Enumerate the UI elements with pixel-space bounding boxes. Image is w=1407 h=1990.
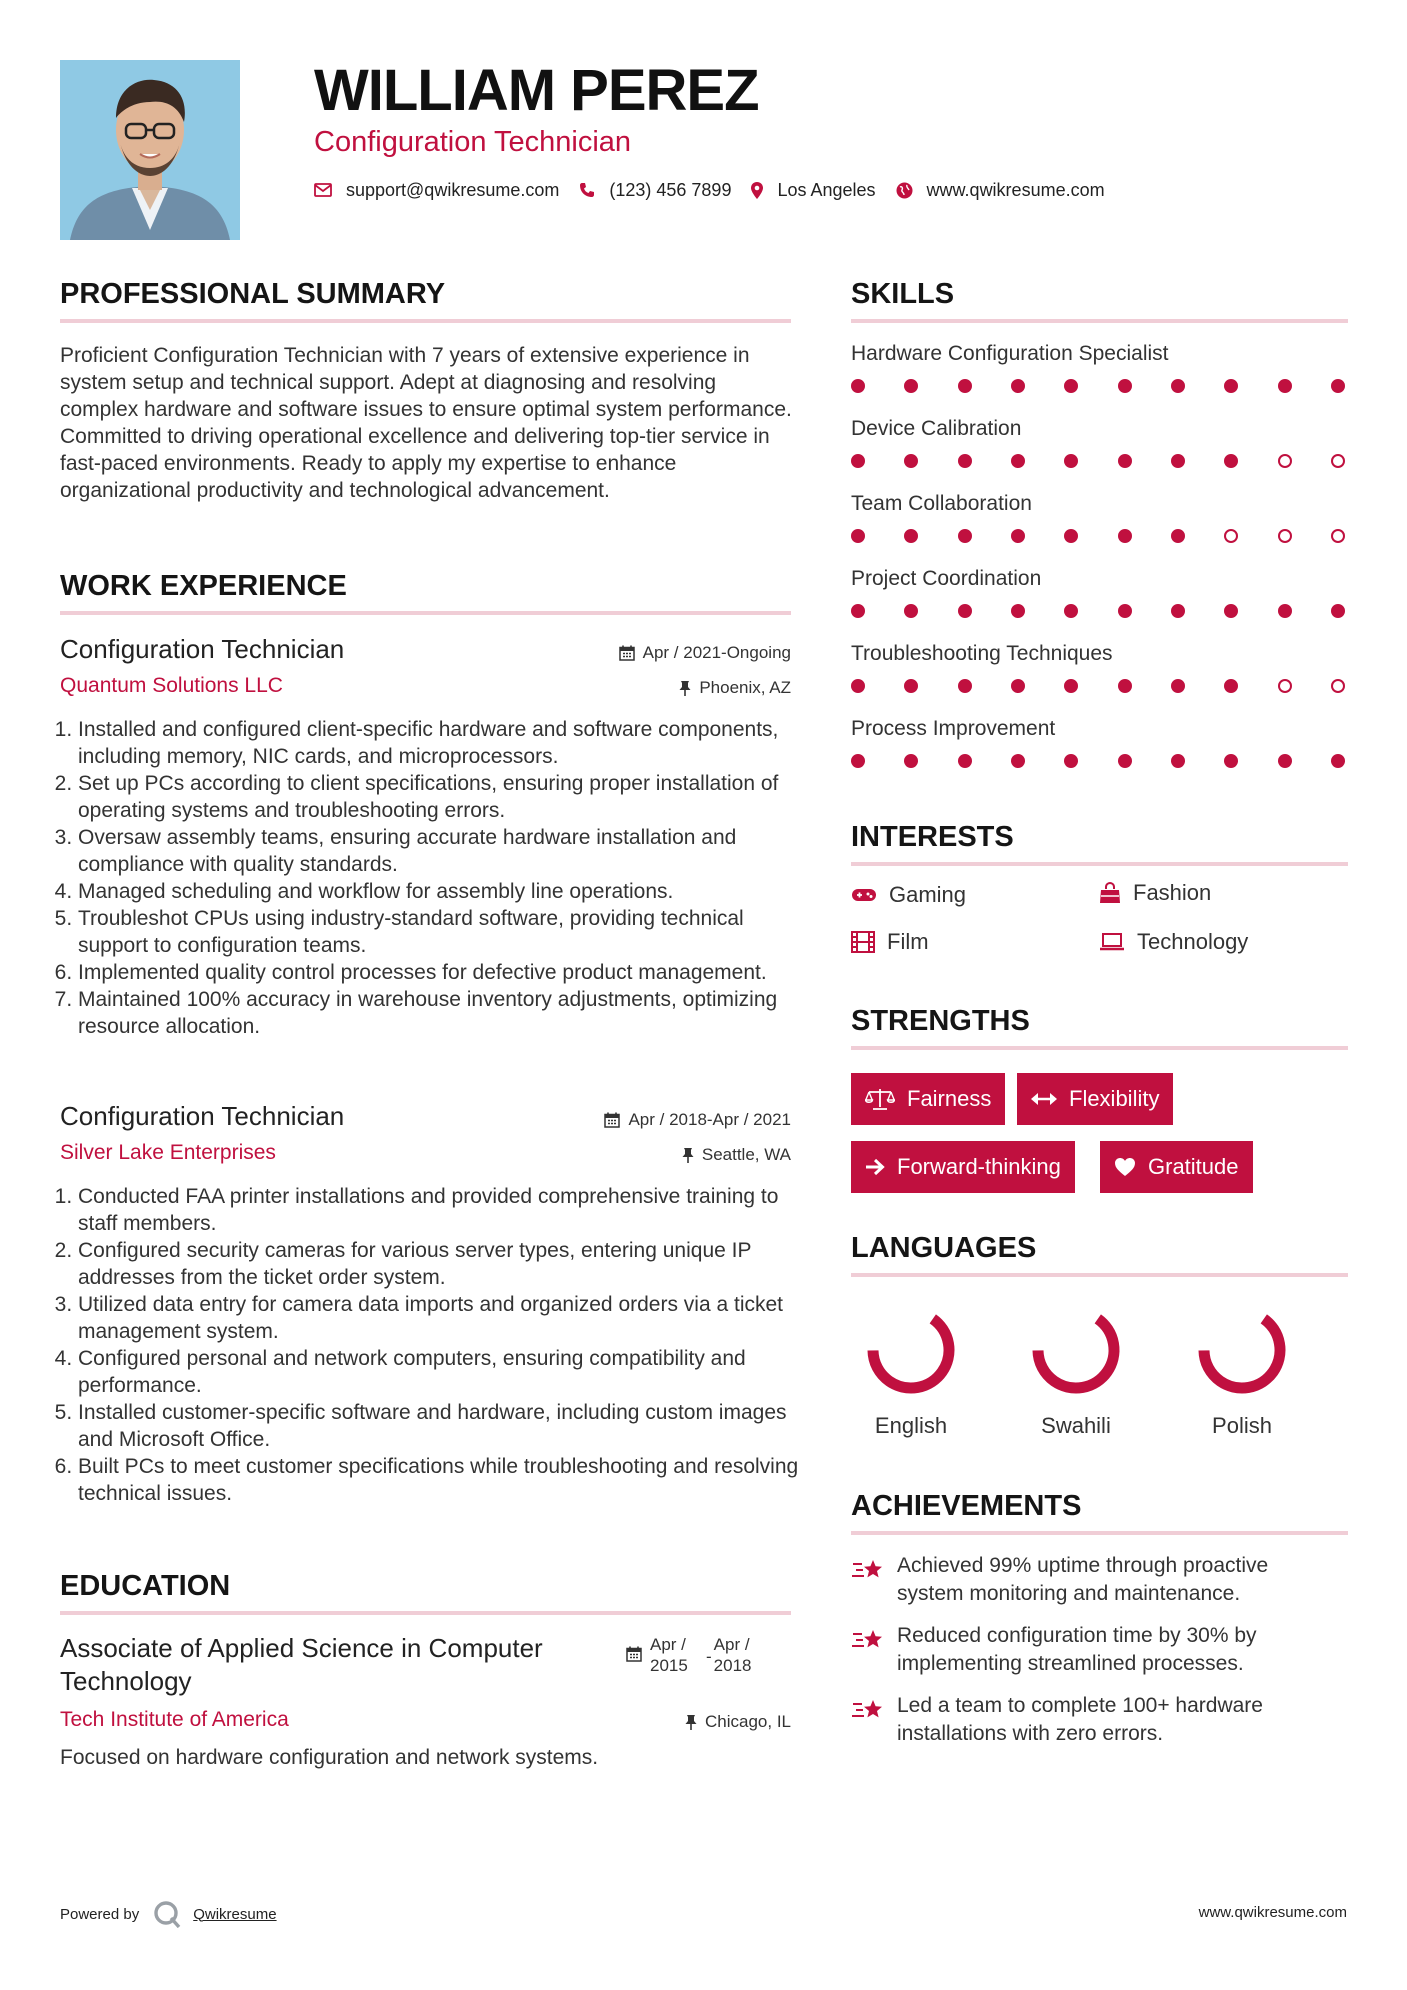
skill-dot-filled	[1278, 604, 1292, 618]
job-dates	[604, 1110, 791, 1130]
interest-item	[851, 929, 929, 955]
skill-dot-filled	[958, 454, 972, 468]
job-location-text: Phoenix, AZ	[699, 678, 791, 697]
calendar-icon	[626, 1646, 642, 1662]
skill-dot-empty	[1278, 454, 1292, 468]
skill-name: Team Collaboration	[851, 492, 1032, 515]
email-text: support@qwikresume.com	[346, 179, 560, 200]
skill-dot-filled	[1118, 454, 1132, 468]
skill-rating	[851, 751, 1345, 771]
strength-tag	[1100, 1141, 1253, 1193]
envelope-icon	[314, 183, 332, 197]
strength-label: Fairness	[907, 1086, 992, 1111]
balance-scale-icon	[865, 1088, 895, 1110]
skills-list	[851, 340, 1351, 790]
strength-label: Gratitude	[1148, 1154, 1239, 1179]
skill-dot-filled	[1064, 379, 1078, 393]
list-item: 1. Conducted FAA printer installations and provided comprehensive training to staff members.	[78, 1183, 813, 1237]
qwikresume-link[interactable]: Qwikresume	[193, 1905, 277, 1923]
skill-dot-filled	[1224, 454, 1238, 468]
list-item: 4. Configured personal and network computers, ensuring compatibility and performance.	[78, 1345, 813, 1399]
job-location-text: Seattle, WA	[701, 1145, 791, 1164]
skill-dot-filled	[851, 529, 865, 543]
strength-tag	[1017, 1073, 1173, 1125]
skill-dot-filled	[904, 379, 918, 393]
list-item: 5. Troubleshot CPUs using industry-standard software, providing technical support to configuration teams.	[78, 905, 813, 959]
interest-item	[1099, 880, 1211, 906]
job-dates	[619, 643, 791, 663]
shooting-star-icon	[851, 1626, 885, 1654]
skill-dot-filled	[1064, 754, 1078, 768]
language-name: Swahili	[1041, 1413, 1111, 1438]
list-item: 2. Set up PCs according to client specifications, ensuring proper installation of operating systems and troubleshooting errors.	[78, 770, 813, 824]
strength-label: Flexibility	[1069, 1086, 1160, 1111]
skill-item	[851, 415, 1351, 490]
skill-dot-filled	[1064, 679, 1078, 693]
skill-dot-filled	[1331, 604, 1345, 618]
location-text: Los Angeles	[777, 179, 876, 200]
job-location	[682, 1145, 791, 1165]
education-end-date: Apr / 2018	[713, 1635, 752, 1675]
candidate-name: WILLIAM PEREZ	[314, 58, 759, 123]
skill-dot-filled	[1118, 604, 1132, 618]
achievement-item	[851, 1692, 1331, 1748]
work-experience-heading: WORK EXPERIENCE	[60, 570, 347, 602]
film-icon	[851, 931, 875, 953]
globe-icon	[896, 182, 913, 199]
skill-dot-filled	[1171, 679, 1185, 693]
interest-item	[851, 882, 966, 908]
strengths-divider	[851, 1046, 1348, 1050]
skill-dot-filled	[851, 454, 865, 468]
footer-website[interactable]: www.qwikresume.com	[1198, 1904, 1347, 1921]
language-proficiency-ring	[1026, 1300, 1126, 1400]
language-item	[1021, 1300, 1131, 1439]
skill-dot-filled	[904, 529, 918, 543]
skill-dot-filled	[1171, 454, 1185, 468]
language-name: Polish	[1212, 1413, 1272, 1438]
skill-rating	[851, 676, 1345, 696]
skill-dot-filled	[958, 529, 972, 543]
skill-dot-filled	[851, 604, 865, 618]
skill-dot-filled	[1171, 529, 1185, 543]
phone-icon	[579, 182, 595, 198]
summary-heading: PROFESSIONAL SUMMARY	[60, 278, 446, 310]
phone-text: (123) 456 7899	[609, 179, 732, 200]
education-date-separator: -	[706, 1647, 712, 1666]
work-experience-divider	[60, 611, 791, 615]
calendar-icon	[604, 1112, 620, 1128]
interest-label: Gaming	[889, 882, 967, 907]
language-proficiency-ring	[861, 1300, 961, 1400]
qwikresume-logo-icon	[153, 1900, 181, 1928]
skill-dot-filled	[1064, 454, 1078, 468]
language-ring-arc	[1192, 1300, 1292, 1400]
skill-dot-filled	[1171, 604, 1185, 618]
education-location	[685, 1712, 791, 1732]
interest-label: Fashion	[1133, 880, 1212, 905]
skill-name: Device Calibration	[851, 417, 1022, 440]
contact-bar	[314, 178, 1125, 202]
strength-tag	[851, 1141, 1075, 1193]
summary-text: Proficient Configuration Technician with 7 years of extensive experience in system setup and technical support. Adept at diagnosing and resolving complex hardware and software issues to ensure optimal system performance. Committed to driving operational excellence and delivering top-tier service in fast-paced environments. Ready to apply my expertise to enhance organizational productivity and technological advancement.	[60, 344, 792, 502]
language-ring-arc	[1026, 1300, 1126, 1400]
interests-divider	[851, 862, 1348, 866]
arrow-right-icon	[865, 1158, 885, 1176]
skill-rating	[851, 376, 1345, 396]
list-item: 1. Installed and configured client-specific hardware and software components, including memory, NIC cards, and microprocessors.	[78, 716, 813, 770]
skill-dot-filled	[1064, 604, 1078, 618]
skill-dot-filled	[1011, 754, 1025, 768]
achievement-text: Reduced configuration time by 30% by implementing streamlined processes.	[897, 1624, 1257, 1675]
language-item	[1187, 1300, 1297, 1439]
skill-dot-filled	[1118, 679, 1132, 693]
achievement-text: Achieved 99% uptime through proactive system monitoring and maintenance.	[897, 1554, 1269, 1605]
powered-by-text: Powered by	[60, 1905, 140, 1923]
skill-dot-filled	[1118, 754, 1132, 768]
education-description: Focused on hardware configuration and network systems.	[60, 1746, 599, 1769]
degree-title: Associate of Applied Science in Computer Technology	[60, 1633, 543, 1696]
skill-dot-filled	[1011, 529, 1025, 543]
skill-dot-empty	[1278, 679, 1292, 693]
skill-item	[851, 565, 1351, 640]
skill-dot-filled	[1224, 604, 1238, 618]
job-dates-text: Apr / 2021-Ongoing	[642, 643, 791, 662]
profile-photo	[60, 60, 240, 240]
candidate-role: Configuration Technician	[314, 126, 632, 158]
contact-email[interactable]	[314, 180, 559, 201]
skill-dot-empty	[1331, 529, 1345, 543]
skill-rating	[851, 451, 1345, 471]
skill-dot-filled	[1224, 379, 1238, 393]
skill-dot-filled	[1011, 679, 1025, 693]
skill-dot-filled	[1331, 379, 1345, 393]
achievements-list	[851, 1552, 1331, 1748]
job-bullets	[60, 1183, 813, 1507]
strength-tag	[851, 1073, 1005, 1125]
job-title: Configuration Technician	[60, 1101, 345, 1131]
skill-dot-empty	[1224, 529, 1238, 543]
skill-dot-filled	[904, 754, 918, 768]
skill-name: Project Coordination	[851, 567, 1042, 590]
skill-dot-filled	[904, 454, 918, 468]
skill-dot-filled	[958, 679, 972, 693]
skill-dot-filled	[1011, 454, 1025, 468]
skill-dot-empty	[1331, 454, 1345, 468]
skill-dot-filled	[904, 604, 918, 618]
map-marker-icon	[751, 182, 763, 199]
skill-dot-filled	[1011, 604, 1025, 618]
skill-name: Hardware Configuration Specialist	[851, 342, 1169, 365]
skill-item	[851, 640, 1351, 715]
contact-website[interactable]	[896, 180, 1105, 201]
summary-divider	[60, 319, 791, 323]
job-title: Configuration Technician	[60, 634, 345, 664]
contact-location	[751, 180, 875, 201]
skills-divider	[851, 319, 1348, 323]
job-location	[679, 678, 791, 698]
pushpin-icon	[685, 1714, 697, 1730]
skill-rating	[851, 601, 1345, 621]
company-name: Quantum Solutions LLC	[60, 674, 283, 697]
language-ring-arc	[861, 1300, 961, 1400]
pushpin-icon	[682, 1147, 694, 1163]
list-item: 4. Managed scheduling and workflow for assembly line operations.	[78, 878, 813, 905]
skill-dot-filled	[958, 754, 972, 768]
language-proficiency-ring	[1192, 1300, 1292, 1400]
list-item: 6. Implemented quality control processes for defective product management.	[78, 959, 813, 986]
education-start-date: Apr / 2015	[650, 1635, 688, 1675]
interest-label: Technology	[1137, 929, 1249, 954]
achievement-text: Led a team to complete 100+ hardware installations with zero errors.	[897, 1694, 1263, 1745]
language-item	[856, 1300, 966, 1439]
education-location-text: Chicago, IL	[705, 1712, 791, 1731]
skill-dot-filled	[1278, 379, 1292, 393]
school-name: Tech Institute of America	[60, 1708, 289, 1731]
strengths-heading: STRENGTHS	[851, 1005, 1030, 1037]
skill-dot-filled	[1278, 754, 1292, 768]
skill-dot-filled	[851, 679, 865, 693]
skill-dot-filled	[958, 379, 972, 393]
list-item: 5. Installed customer-specific software and hardware, including custom images and Microsoft Office.	[78, 1399, 813, 1453]
achievement-item	[851, 1622, 1331, 1678]
achievements-heading: ACHIEVEMENTS	[851, 1490, 1082, 1522]
heart-icon	[1114, 1157, 1136, 1177]
company-name: Silver Lake Enterprises	[60, 1141, 276, 1164]
calendar-icon	[619, 645, 635, 661]
language-name: English	[874, 1413, 948, 1438]
laptop-icon	[1099, 932, 1125, 952]
education-heading: EDUCATION	[60, 1570, 231, 1602]
list-item: 3. Oversaw assembly teams, ensuring accurate hardware installation and compliance with quality standards.	[78, 824, 813, 878]
skill-name: Troubleshooting Techniques	[851, 642, 1113, 665]
skill-dot-filled	[1224, 679, 1238, 693]
skill-dot-filled	[1224, 754, 1238, 768]
skill-dot-filled	[1118, 379, 1132, 393]
skill-dot-empty	[1278, 529, 1292, 543]
education-dates	[626, 1634, 764, 1676]
shooting-star-icon	[851, 1556, 885, 1584]
skill-rating	[851, 526, 1345, 546]
list-item: 7. Maintained 100% accuracy in warehouse inventory adjustments, optimizing resource allocation.	[78, 986, 813, 1040]
skill-dot-filled	[1118, 529, 1132, 543]
achievement-item	[851, 1552, 1331, 1608]
education-divider	[60, 1611, 791, 1615]
skill-name: Process Improvement	[851, 717, 1056, 740]
footer-powered-by	[60, 1900, 277, 1928]
languages-divider	[851, 1273, 1348, 1277]
skill-dot-filled	[851, 754, 865, 768]
skills-heading: SKILLS	[851, 278, 955, 310]
shooting-star-icon	[851, 1696, 885, 1724]
gamepad-icon	[851, 887, 877, 903]
shopping-bag-icon	[1099, 882, 1121, 904]
achievements-divider	[851, 1531, 1348, 1535]
job-bullets	[60, 716, 813, 1040]
interest-label: Film	[887, 929, 929, 954]
interests-heading: INTERESTS	[851, 821, 1014, 853]
contact-phone[interactable]	[579, 180, 731, 201]
skill-dot-filled	[1331, 754, 1345, 768]
arrows-horizontal-icon	[1031, 1092, 1057, 1106]
skill-item	[851, 715, 1351, 790]
list-item: 3. Utilized data entry for camera data imports and organized orders via a ticket management system.	[78, 1291, 813, 1345]
website-text: www.qwikresume.com	[926, 179, 1105, 200]
pushpin-icon	[679, 680, 691, 696]
skill-dot-filled	[958, 604, 972, 618]
skill-dot-filled	[1064, 529, 1078, 543]
languages-heading: LANGUAGES	[851, 1232, 1037, 1264]
skill-dot-filled	[1171, 754, 1185, 768]
interest-item	[1099, 929, 1248, 955]
skill-dot-filled	[1171, 379, 1185, 393]
list-item: 2. Configured security cameras for various server types, entering unique IP addresses from the ticket order system.	[78, 1237, 813, 1291]
strength-label: Forward-thinking	[897, 1154, 1061, 1179]
skill-dot-filled	[904, 679, 918, 693]
skill-dot-empty	[1331, 679, 1345, 693]
list-item: 6. Built PCs to meet customer specifications while troubleshooting and resolving technical issues.	[78, 1453, 813, 1507]
skill-dot-filled	[851, 379, 865, 393]
job-dates-text: Apr / 2018-Apr / 2021	[628, 1110, 791, 1129]
skill-dot-filled	[1011, 379, 1025, 393]
skill-item	[851, 340, 1351, 415]
skill-item	[851, 490, 1351, 565]
